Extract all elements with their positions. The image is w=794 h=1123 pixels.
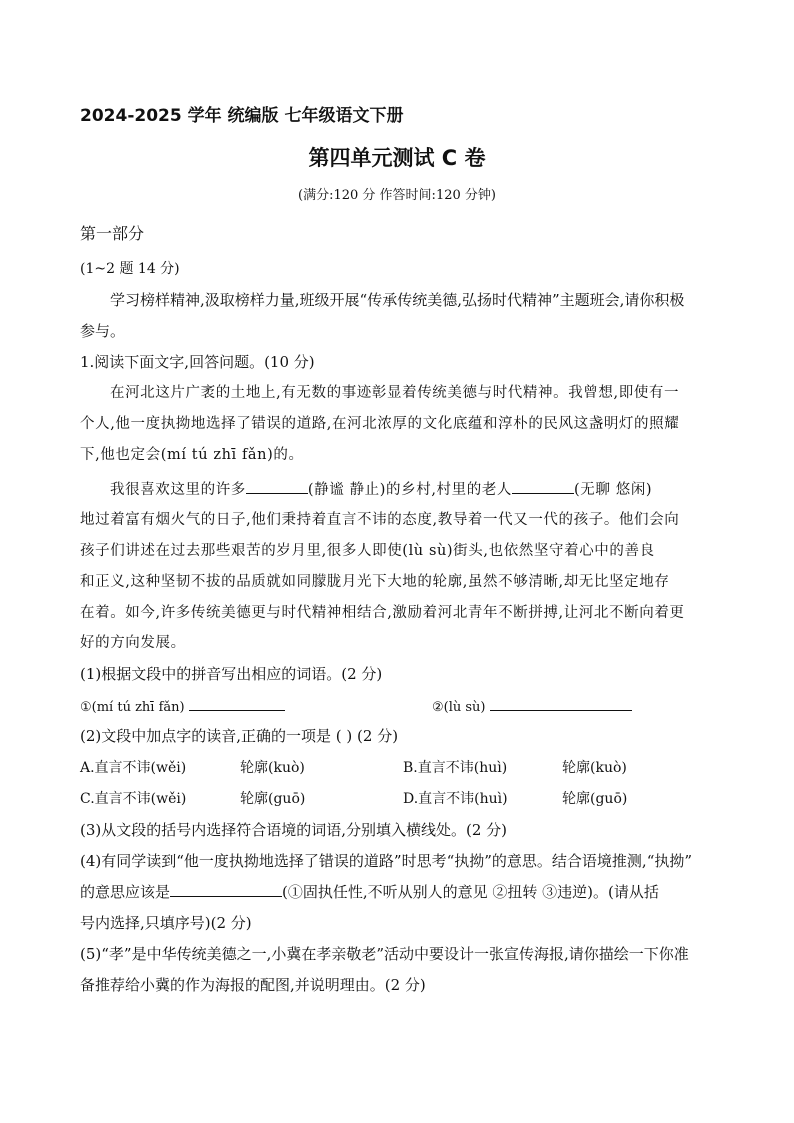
- passage-line: 地过着富有烟火气的日子,他们秉持着直言不讳的态度,教导着一代又一代的孩子。他们会向: [80, 512, 680, 528]
- q1-sub1-item-a: [80, 696, 285, 718]
- q1-sub5-line1: (5)“孝”是中华传统美德之一,小冀在孝亲敬老”活动中要设计一张宣传海报,请你描绘一下你准: [80, 945, 689, 963]
- passage-line: 在河北这片广袤的土地上,有无数的事迹彰显着传统美德与时代精神。我曾想,即使有一: [110, 385, 680, 401]
- passage-line: 孩子们讲述在过去那些艰苦的岁月里,很多人即使(lù sù)街头,也依然坚守着心中的善良: [80, 543, 655, 559]
- option-c-second: 轮廓(guō): [240, 791, 306, 807]
- option-d-second: 轮廓(guō): [562, 791, 628, 807]
- q1-sub2-stem: (2)文段中加点字的读音,正确的一项是 ( ) (2 分): [80, 727, 399, 745]
- q1-sub1-stem: (1)根据文段中的拼音写出相应的词语。(2 分): [80, 665, 383, 683]
- option-a-second: 轮廓(kuò): [240, 760, 305, 776]
- q1-sub1-item-b: [432, 696, 632, 718]
- q1-sub4-line2: [80, 882, 659, 902]
- option-a[interactable]: A.直言不讳(wěi): [80, 760, 187, 776]
- passage-segment: 我很喜欢这里的许多: [110, 482, 246, 498]
- passage-segment: (静谧 静止)的乡村,村里的老人: [307, 482, 513, 498]
- exam-series-header: 2024-2025 学年 统编版 七年级语文下册: [80, 106, 404, 126]
- section-heading: 第一部分: [80, 224, 145, 243]
- passage-line: 下,他也定会(mí tú zhī fǎn)的。: [80, 447, 304, 463]
- option-b[interactable]: B.直言不讳(huì): [403, 760, 508, 776]
- sub1-a-label: ①(mí tú zhī fǎn): [80, 700, 185, 715]
- passage-segment: (无聊 悠闲): [574, 482, 653, 498]
- fill-blank[interactable]: [246, 479, 308, 494]
- answer-blank[interactable]: [189, 696, 285, 711]
- q1-sub3-stem: (3)从文段的括号内选择符合语境的词语,分别填入横线处。(2 分): [80, 821, 508, 839]
- passage-line: 在着。如今,许多传统美德更与时代精神相结合,激励着河北青年不断拼搏,让河北不断向着更: [80, 605, 685, 621]
- q1-sub4-line1: (4)有同学读到“他一度执拗地选择了错误的道路”时思考“执拗”的意思。结合语境推测,“执拗”: [80, 852, 693, 870]
- passage-line-with-blanks: [110, 479, 652, 500]
- section-intro-line2: 参与。: [80, 322, 126, 340]
- sub4-suffix: (①固执任性,不听从别人的意见 ②扭转 ③违逆)。(请从括: [282, 883, 659, 901]
- exam-subtitle: (满分:120 分 作答时间:120 分钟): [298, 188, 496, 203]
- sub1-b-label: ②(lù sù): [432, 700, 486, 715]
- passage-line: 好的方向发展。: [80, 635, 186, 651]
- page-title: 第四单元测试 C 卷: [308, 146, 486, 170]
- section-intro-line1: 学习榜样精神,汲取榜样力量,班级开展“传承传统美德,弘扬时代精神”主题班会,请你积极: [110, 291, 685, 309]
- passage-line: 和正义,这种坚韧不拔的品质就如同朦胧月光下大地的轮廓,虽然不够清晰,却无比坚定地存: [80, 574, 670, 590]
- answer-blank[interactable]: [170, 882, 282, 897]
- option-d[interactable]: D.直言不讳(huì): [403, 791, 508, 807]
- passage-line: 个人,他一度执拗地选择了错误的道路,在河北浓厚的文化底蕴和淳朴的民风这盏明灯的照耀: [80, 416, 680, 432]
- q1-sub4-line3: 号内选择,只填序号)(2 分): [80, 914, 252, 932]
- section-range: (1~2 题 14 分): [80, 261, 180, 277]
- q1-sub5-line2: 备推荐给小冀的作为海报的配图,并说明理由。(2 分): [80, 976, 426, 994]
- option-c[interactable]: C.直言不讳(wěi): [80, 791, 187, 807]
- q1-stem: 1.阅读下面文字,回答问题。(10 分): [80, 353, 315, 371]
- option-b-second: 轮廓(kuò): [562, 760, 627, 776]
- sub4-prefix: 的意思应该是: [80, 883, 171, 901]
- answer-blank[interactable]: [490, 696, 632, 711]
- fill-blank[interactable]: [512, 479, 574, 494]
